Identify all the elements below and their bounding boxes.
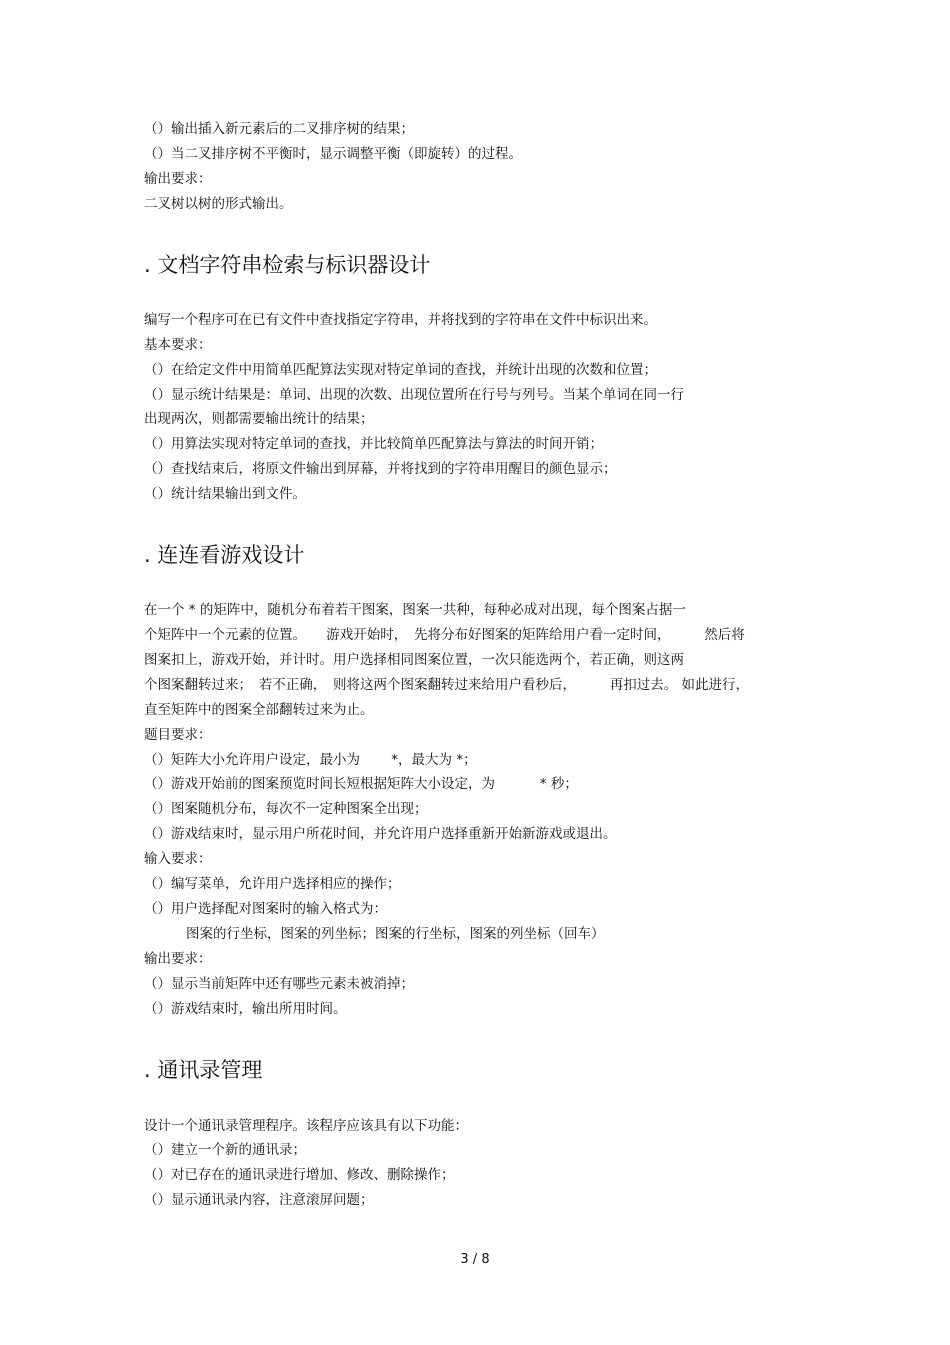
text-line: 在一个 * 的矩阵中，随机分布着若干图案，图案一共种，每种必成对出现，每个图案占据一: [144, 602, 686, 618]
text-line: （）显示当前矩阵中还有哪些元素未被消掉；: [144, 976, 414, 992]
section-heading-string-search: . 文档字符串检索与标识器设计: [144, 253, 431, 277]
text-line: （）显示通讯录内容，注意滚屏问题；: [144, 1192, 374, 1208]
section-heading-game: . 连连看游戏设计: [144, 543, 305, 567]
text-line: （）对已存在的通讯录进行增加、修改、删除操作；: [144, 1167, 455, 1183]
text-line: （）矩阵大小允许用户设定，最小为 *，最大为 *；: [144, 752, 477, 768]
text-line: 输出要求：: [144, 951, 212, 967]
text-line: （）游戏开始前的图案预览时间长短根据矩阵大小设定，为 * 秒；: [144, 776, 578, 792]
text-line: 题目要求：: [144, 727, 212, 743]
text-line: （）编写菜单，允许用户选择相应的操作；: [144, 876, 401, 892]
text-line: 直至矩阵中的图案全部翻转过来为止。: [144, 702, 374, 718]
text-line: （）输出插入新元素后的二叉排序树的结果；: [144, 121, 414, 137]
text-line: 个矩阵中一个元素的位置。 游戏开始时， 先将分布好图案的矩阵给用户看一定时间， 然后将: [144, 627, 745, 643]
page-number: 3 / 8: [460, 1252, 490, 1267]
text-line: （）查找结束后，将原文件输出到屏幕，并将找到的字符串用醒目的颜色显示；: [144, 461, 617, 477]
text-line: 出现两次，则都需要输出统计的结果；: [144, 411, 374, 427]
text-line: （）显示统计结果是：单词、出现的次数、出现位置所在行号与列号。当某个单词在同一行: [144, 387, 684, 403]
text-line: （）图案随机分布，每次不一定种图案全出现；: [144, 801, 428, 817]
text-line: （）当二叉排序树不平衡时，显示调整平衡（即旋转）的过程。: [144, 146, 522, 162]
text-line: 图案扣上，游戏开始，并计时。用户选择相同图案位置，一次只能选两个，若正确，则这两: [144, 652, 684, 668]
text-line: 二叉树以树的形式输出。: [144, 196, 293, 212]
text-line: （）游戏结束时，输出所用时间。: [144, 1001, 347, 1017]
text-line: 输入要求：: [144, 851, 212, 867]
text-line: （）用算法实现对特定单词的查找，并比较简单匹配算法与算法的时间开销；: [144, 436, 603, 452]
text-line: 基本要求：: [144, 337, 212, 353]
text-line: （）游戏结束时，显示用户所花时间，并允许用户选择重新开始新游戏或退出。: [144, 826, 617, 842]
text-line: 个图案翻转过来； 若不正确， 则将这两个图案翻转过来给用户看秒后， 再扣过去。 如此进行，: [144, 677, 750, 693]
text-line: （）在给定文件中用简单匹配算法实现对特定单词的查找，并统计出现的次数和位置；: [144, 362, 657, 378]
text-line: （）用户选择配对图案时的输入格式为：: [144, 901, 387, 917]
text-line-indented: 图案的行坐标，图案的列坐标；图案的行坐标，图案的列坐标（回车）: [186, 926, 605, 942]
text-line: 设计一个通讯录管理程序。该程序应该具有以下功能：: [144, 1118, 468, 1134]
section-heading-contacts: . 通讯录管理: [144, 1058, 263, 1082]
text-line: （）统计结果输出到文件。: [144, 486, 306, 502]
text-line: 编写一个程序可在已有文件中查找指定字符串，并将找到的字符串在文件中标识出来。: [144, 312, 657, 328]
text-line: 输出要求：: [144, 171, 212, 187]
text-line: （）建立一个新的通讯录；: [144, 1142, 306, 1158]
